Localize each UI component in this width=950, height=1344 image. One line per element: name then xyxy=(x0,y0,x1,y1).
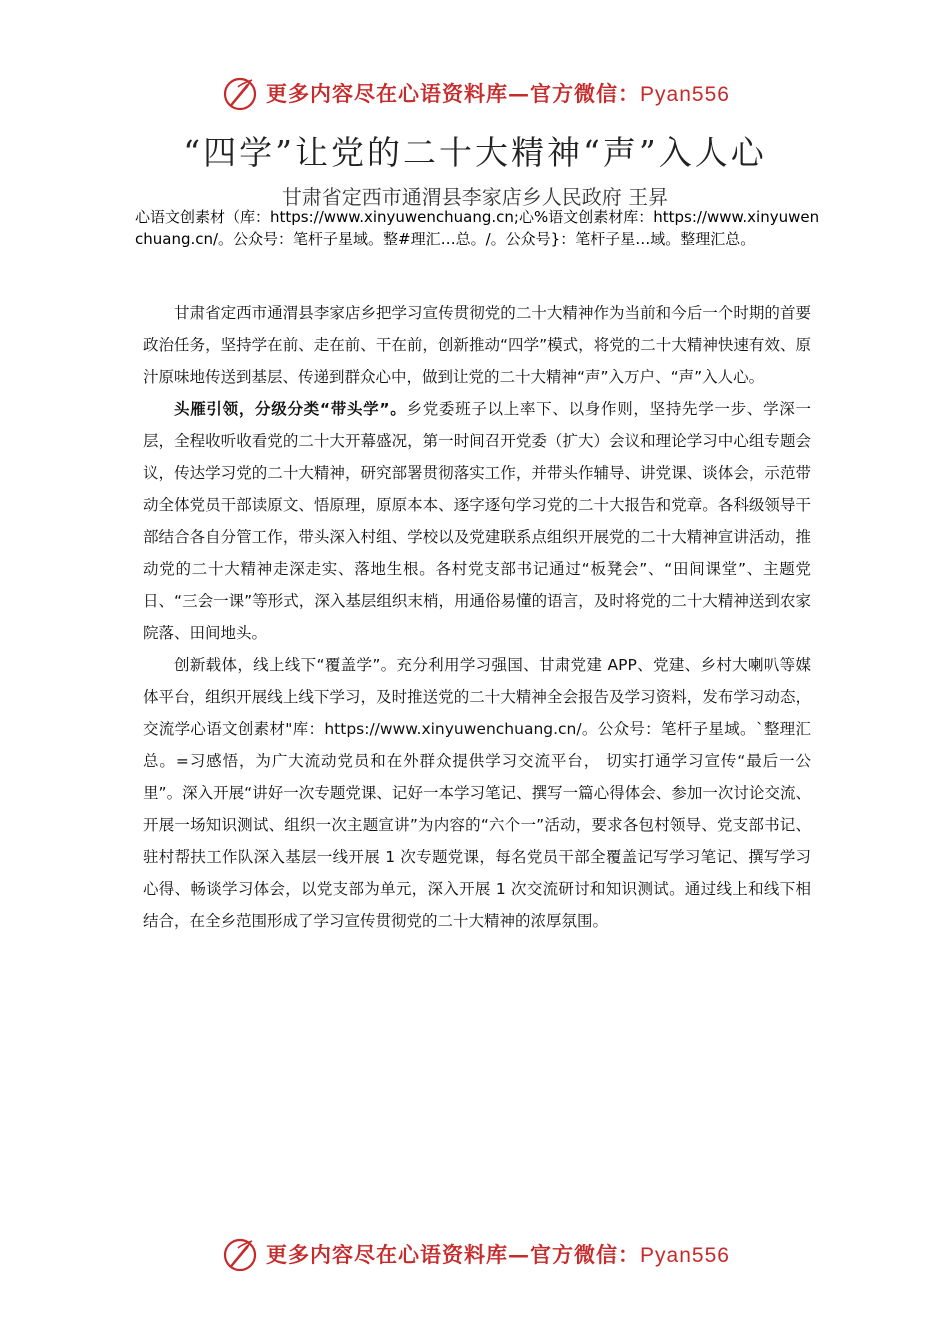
paragraph-heading: 头雁引领，分级分类“带头学”。 xyxy=(174,400,407,418)
header-banner xyxy=(0,71,950,115)
banner-text: 更多内容尽在心语资料库—官方微信：Pyan556 xyxy=(266,81,730,106)
article-author: 甘肃省定西市通渭县李家店乡人民政府 王昇 xyxy=(281,185,669,209)
paragraph-lead-by-example: 头雁引领，分级分类“带头学”。乡党委班子以上率下、以身作则，坚持先学一步、学深一层，全程收听收看党的二十大开幕盛况，第一时间召开党委（扩大）会议和理论学习中心组专题会议，传达学习党的二十大精神，研究部署贯彻落实工作，并带头作辅导、讲党课、谈体会，示范带动全体党员干部读原文、悟原理，原原本本、逐字逐句学习党的二十大报告和党章。各科级领导干部结合各自分管工作，带头深入村组、学校以及党建联系点组织开展党的二十大精神宣讲活动，推动党的二十大精神走深走实、落地生根。各村党支部书记通过“板凳会”、“田间课堂”、主题党日、“三会一课”等形式，深入基层组织末梢，用通俗易懂的语言，及时将党的二十大精神送到农家院落、田间地头。 xyxy=(143,400,811,642)
article-body xyxy=(143,297,811,937)
paragraph-intro: 甘肃省定西市通渭县李家店乡把学习宣传贯彻党的二十大精神作为当前和今后一个时期的首要政治任务，坚持学在前、走在前、干在前，创新推动“四学”模式，将党的二十大精神快速有效、原汁原味地传送到基层、传递到群众心中，做到让党的二十大精神“声”入万户、“声”入人心。 xyxy=(143,304,811,386)
paragraph-online-offline: 创新载体，线上线下“覆盖学”。充分利用学习强国、甘肃党建 APP、党建、乡村大喇叭等媒体平台，组织开展线上线下学习，及时推送党的二十大精神全会报告及学习资料，发布学习动态，交流学心语文创素材"库：https://www.xinyuwenchuang.cn/。公众号：笔杆子星域。`整理汇总。=习感悟，为广大流动党员和在外群众提供学习交流平台， 切实打通学习宣传“最后一公里”。深入开展“讲好一次专题党课、记好一本学习笔记、撰写一篇心得体会、参加一次讨论交流、开展一场知识测试、组织一次主题宣讲”为内容的“六个一”活动，要求各包村领导、党支部书记、驻村帮扶工作队深入基层一线开展 1 次专题党课，每名党员干部全覆盖记写学习笔记、撰写学习心得、畅谈学习体会，以党支部为单元，深入开展 1 次交流研讨和知识测试。通过线上和线下相结合，在全乡范围形成了学习宣传贯彻党的二十大精神的浓厚氛围。 xyxy=(143,656,811,930)
article-title: “四学”让党的二十大精神“声”入人心 xyxy=(183,133,767,172)
watermark-text: 心语文创素材（库：https://www.xinyuwenchuang.cn;心%语文创素材库：https://www.xinyuwenchuang.cn/。公众号：笔杆子星域。整#理汇…总。/。公众号}：笔杆子星…域。整理汇总。 xyxy=(135,208,820,248)
wechat-id: Pyan556 xyxy=(640,83,730,106)
footer-banner xyxy=(0,1232,950,1276)
banner-text: 更多内容尽在心语资料库—官方微信：Pyan556 xyxy=(266,1242,730,1267)
quill-in-circle-icon xyxy=(220,1234,260,1274)
quill-in-circle-icon xyxy=(220,73,260,113)
wechat-id: Pyan556 xyxy=(640,1244,730,1267)
